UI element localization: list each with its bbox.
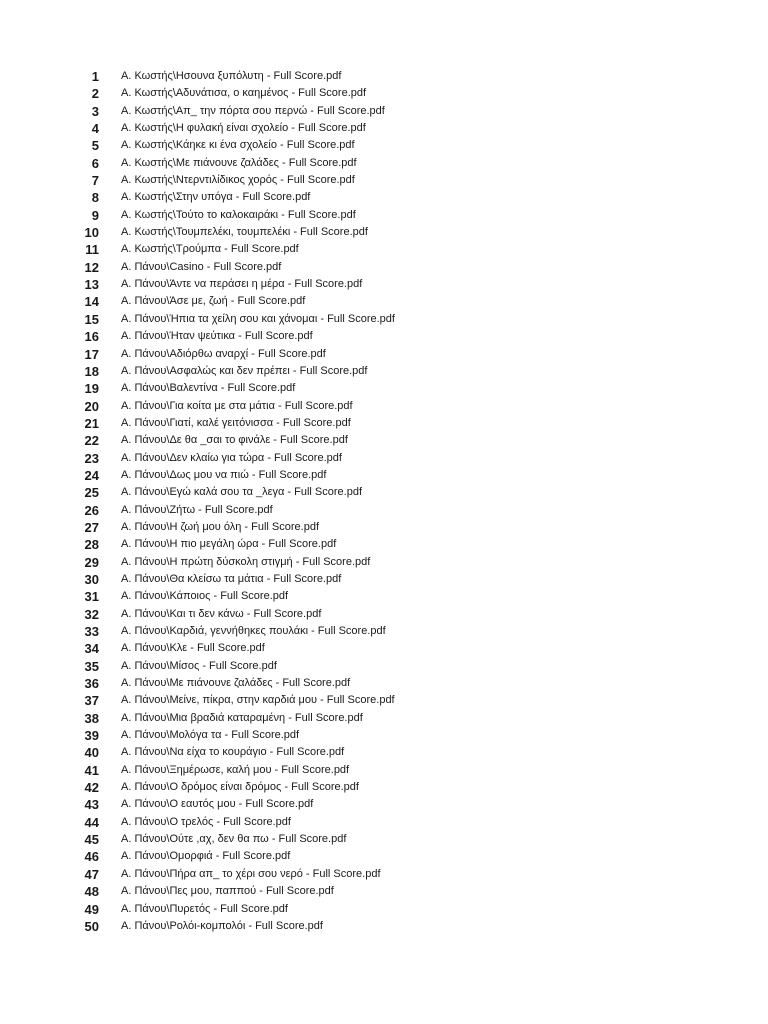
row-number: 10 [84,225,99,241]
list-item [0,814,768,831]
file-path: Α. Πάνου\Ο εαυτός μου - Full Score.pdf [121,798,314,811]
file-path: Α. Πάνου\Ξημέρωσε, καλή μου - Full Score.pdf [121,763,350,776]
file-path: Α. Κωστής\Τρούμπα - Full Score.pdf [121,243,299,256]
list-item [0,380,768,397]
list-item [0,536,768,553]
file-path: Α. Κωστής\Στην υπόγα - Full Score.pdf [121,191,311,204]
list-item [0,398,768,415]
row-number: 9 [91,207,99,223]
row-number: 14 [84,294,99,310]
file-path: Α. Πάνου\Και τι δεν κάνω - Full Score.pdf [121,607,322,620]
row-number: 8 [91,190,99,206]
row-number: 30 [84,571,99,587]
row-number: 32 [84,606,99,622]
list-item [0,137,768,154]
file-path: Α. Κωστής\Τουμπελέκι, τουμπελέκι - Full Score.pdf [121,226,368,239]
row-number: 36 [84,676,99,692]
row-number: 27 [84,519,99,535]
row-number: 43 [84,797,99,813]
file-path: Α. Πάνου\Μια βραδιά καταραμένη - Full Score.pdf [121,711,363,724]
file-path: Α. Πάνου\Πυρετός - Full Score.pdf [121,902,288,915]
file-path: Α. Κωστής\Αδυνάτισα, ο καημένος - Full Score.pdf [121,87,367,100]
file-path: Α. Πάνου\Να είχα το κουράγιο - Full Score.pdf [121,746,345,759]
file-path: Α. Πάνου\Μίσος - Full Score.pdf [121,659,277,672]
file-path: Α. Πάνου\Καρδιά, γεννήθηκες πουλάκι - Full Score.pdf [121,625,386,637]
file-path: Α. Πάνου\Μείνε, πίκρα, στην καρδιά μου - Full Score.pdf [121,694,395,707]
list-item [0,467,768,484]
row-number: 6 [91,155,99,171]
list-item [0,744,768,761]
row-number: 3 [91,103,99,119]
file-path: Α. Πάνου\Η πρώτη δύσκολη στιγμή - Full Score.pdf [121,555,371,568]
list-item [0,259,768,276]
file-path: Α. Πάνου\Ο τρελός - Full Score.pdf [121,815,291,828]
list-item [0,293,768,310]
row-number: 35 [84,658,99,674]
row-number: 34 [84,641,99,657]
list-item [0,224,768,241]
list-item [0,848,768,865]
list-item [0,155,768,172]
row-number: 28 [84,537,99,553]
row-number: 49 [84,901,99,917]
row-number: 40 [84,745,99,761]
list-item [0,484,768,501]
file-path: Α. Πάνου\Άσε με, ζωή - Full Score.pdf [121,295,306,308]
list-item [0,571,768,588]
list-item [0,450,768,467]
file-path: Α. Κωστής\Ντερντιλίδικος χορός - Full Score.pdf [121,174,355,187]
list-item [0,588,768,605]
list-item [0,831,768,848]
file-path: Α. Πάνου\Κλε - Full Score.pdf [121,642,265,655]
file-path: Α. Πάνου\Ούτε ,αχ, δεν θα πω - Full Score.pdf [121,833,347,846]
row-number: 16 [84,329,99,345]
row-number: 15 [84,311,99,327]
file-path: Α. Πάνου\Η πιο μεγάλη ώρα - Full Score.pdf [121,538,337,551]
row-number: 22 [84,433,99,449]
file-path: Α. Πάνου\Ήταν ψεύτικα - Full Score.pdf [121,330,313,343]
file-path: Α. Πάνου\Βαλεντίνα - Full Score.pdf [121,382,296,395]
row-number: 2 [91,86,99,102]
list-item [0,415,768,432]
file-path: Α. Πάνου\Πες μου, παππού - Full Score.pdf [121,885,334,898]
row-number: 20 [84,398,99,414]
row-number: 44 [84,814,99,830]
list-item [0,640,768,657]
list-item [0,328,768,345]
file-path: Α. Πάνου\Μολόγα τα - Full Score.pdf [121,729,300,742]
list-item [0,779,768,796]
file-path: Α. Πάνου\Εγώ καλά σου τα _λεγα - Full Score.pdf [121,486,363,499]
list-item [0,502,768,519]
file-path: Α. Πάνου\Με πιάνουνε ζαλάδες - Full Score.pdf [121,677,351,690]
list-item [0,432,768,449]
row-number: 24 [84,467,99,483]
file-path: Α. Πάνου\Πήρα απ_ το χέρι σου νερό - Full Score.pdf [121,867,381,880]
row-number: 23 [84,450,99,466]
file-path: Α. Πάνου\Για κοίτα με στα μάτια - Full Score.pdf [121,399,353,412]
list-item [0,189,768,206]
file-path: Α. Πάνου\Αδιόρθω αναρχί - Full Score.pdf [121,347,326,360]
row-number: 25 [84,485,99,501]
list-item [0,796,768,813]
list-item [0,901,768,918]
row-number: 17 [84,346,99,362]
row-number: 45 [84,832,99,848]
file-path: Α. Κωστής\Τούτο το καλοκαιράκι - Full Score.pdf [121,208,356,221]
list-item [0,710,768,727]
list-item [0,675,768,692]
file-path: Α. Πάνου\Δεν κλαίω για τώρα - Full Score.pdf [121,451,342,464]
row-number: 47 [84,866,99,882]
file-path: Α. Πάνου\Η ζωή μου όλη - Full Score.pdf [121,520,320,533]
list-item [0,866,768,883]
row-number: 42 [84,780,99,796]
list-item [0,363,768,380]
file-path: Α. Πάνου\Δως μου να πιώ - Full Score.pdf [121,468,327,481]
row-number: 38 [84,710,99,726]
list-item [0,311,768,328]
file-path: Α. Πάνου\Θα κλείσω τα μάτια - Full Score.pdf [121,572,342,585]
file-path: Α. Κωστής\Η φυλακή είναι σχολείο - Full Score.pdf [121,122,366,135]
list-item [0,207,768,224]
file-path: Α. Κωστής\Απ_ την πόρτα σου περνώ - Full Score.pdf [121,104,385,117]
file-path: Α. Πάνου\Ζήτω - Full Score.pdf [121,503,273,516]
row-number: 1 [91,69,99,84]
row-number: 11 [85,242,99,258]
list-item [0,68,768,85]
file-list [0,68,768,935]
file-path: Α. Πάνου\Άντε να περάσει η μέρα - Full Score.pdf [121,278,363,291]
row-number: 33 [84,624,99,639]
list-item [0,103,768,120]
row-number: 41 [84,762,99,778]
row-number: 50 [84,918,99,934]
list-item [0,519,768,536]
list-item [0,120,768,137]
row-number: 12 [84,259,99,275]
list-item [0,623,768,640]
file-path: Α. Πάνου\Ο δρόμος είναι δρόμος - Full Score.pdf [121,781,359,794]
file-path: Α. Πάνου\Ήπια τα χείλη σου και χάνομαι - Full Score.pdf [121,312,395,325]
row-number: 18 [84,363,99,379]
file-path: Α. Πάνου\Casino - Full Score.pdf [121,260,282,273]
row-number: 21 [84,415,99,431]
list-item [0,346,768,363]
file-path: Α. Πάνου\Γιατί, καλέ γειτόνισσα - Full Score.pdf [121,416,351,429]
row-number: 4 [91,121,99,137]
list-item [0,692,768,709]
list-item [0,762,768,779]
row-number: 29 [84,554,99,570]
list-item [0,172,768,189]
list-item [0,918,768,935]
list-item [0,241,768,258]
row-number: 48 [84,884,99,900]
list-item [0,554,768,571]
file-path: Α. Πάνου\Ομορφιά - Full Score.pdf [121,850,291,863]
list-item [0,606,768,623]
row-number: 39 [84,728,99,744]
row-number: 5 [91,138,99,154]
row-number: 31 [84,589,99,605]
row-number: 7 [91,173,99,189]
file-path: Α. Πάνου\Ρολόι-κομπολόι - Full Score.pdf [121,919,323,932]
list-item [0,276,768,293]
row-number: 13 [84,277,99,293]
row-number: 19 [84,381,99,397]
row-number: 26 [84,502,99,518]
list-item [0,883,768,900]
file-path: Α. Πάνου\Ασφαλώς και δεν πρέπει - Full Score.pdf [121,364,368,377]
file-path: Α. Κωστής\Κάηκε κι ένα σχολείο - Full Score.pdf [121,139,355,152]
list-item [0,85,768,102]
row-number: 46 [84,849,99,865]
file-path: Α. Κωστής\Με πιάνουνε ζαλάδες - Full Score.pdf [121,156,357,169]
list-item [0,658,768,675]
file-path: Α. Πάνου\Κάποιος - Full Score.pdf [121,590,289,603]
row-number: 37 [84,693,99,709]
file-path: Α. Κωστής\Ησουνα ξυπόλυτη - Full Score.pdf [121,70,342,82]
list-item [0,727,768,744]
file-path: Α. Πάνου\Δε θα _σαι το φινάλε - Full Score.pdf [121,434,348,447]
